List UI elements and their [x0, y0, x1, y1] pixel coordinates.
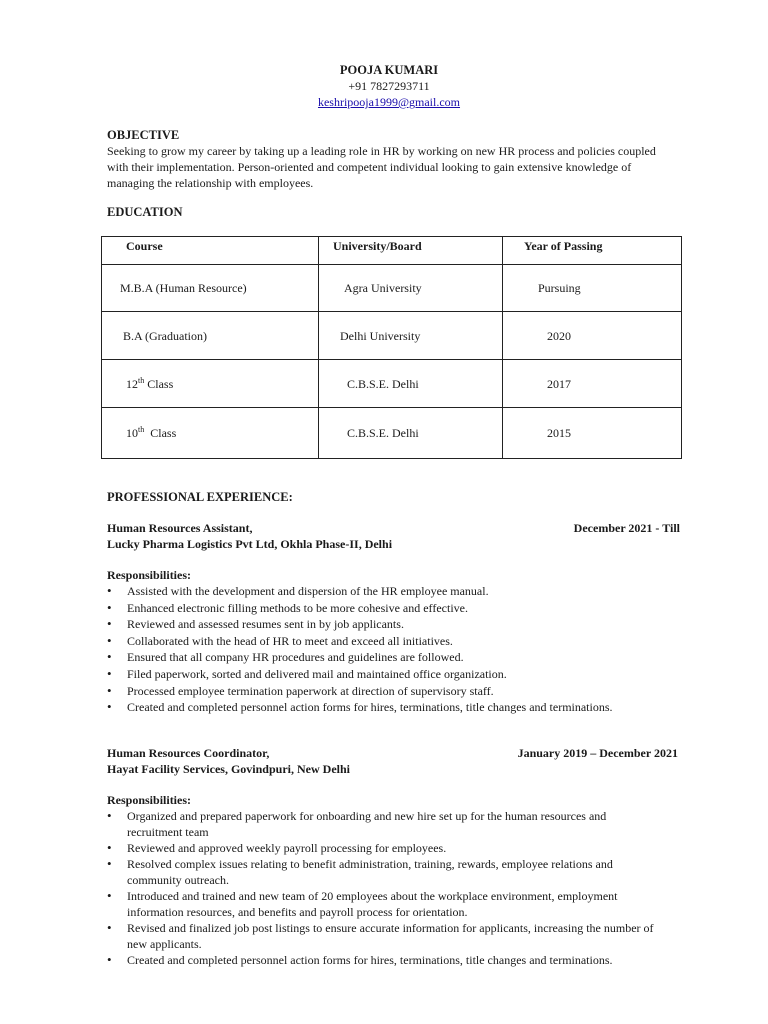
year-cell: Pursuing: [503, 265, 682, 312]
list-item: • Enhanced electronic filling methods to be more cohesive and effective.: [107, 600, 667, 617]
list-item: • Created and completed personnel action forms for hires, terminations, title changes and terminations.: [107, 952, 655, 968]
list-item: • Reviewed and approved weekly payroll processing for employees.: [107, 840, 655, 856]
column-header-year: Year of Passing: [503, 237, 682, 265]
column-header-board: University/Board: [319, 237, 503, 265]
course-cell: 12th Class: [102, 360, 319, 408]
board-cell: C.B.S.E. Delhi: [319, 408, 503, 459]
year-cell: 2017: [503, 360, 682, 408]
course-cell: M.B.A (Human Resource): [102, 265, 319, 312]
table-row: [102, 360, 682, 408]
board-cell: C.B.S.E. Delhi: [319, 360, 503, 408]
column-header-course: Course: [102, 237, 319, 265]
year-cell: 2020: [503, 312, 682, 360]
course-cell: 10th Class: [102, 408, 319, 459]
list-item: • Introduced and trained and new team of 20 employees about the workplace environment, employment information resources, and benefits and payroll process for orientation.: [107, 888, 655, 920]
list-item: • Processed employee termination paperwork at direction of supervisory staff.: [107, 683, 667, 700]
job-dates: December 2021 - Till: [573, 521, 680, 535]
email-link[interactable]: keshripooja1999@gmail.com: [317, 95, 461, 109]
objective-text: Seeking to grow my career by taking up a leading role in HR by working on new HR process and policies coupled with their implementation. Person-oriented and competent individual looking to gain extensive knowledge of managing the relationship with employees.: [107, 144, 656, 190]
year-cell: 2015: [503, 408, 682, 459]
experience-heading: PROFESSIONAL EXPERIENCE:: [107, 490, 293, 504]
list-item: • Ensured that all company HR procedures and guidelines are followed.: [107, 649, 667, 666]
job-dates: January 2019 – December 2021: [517, 746, 678, 760]
job-title-row: [107, 520, 680, 536]
board-cell: Agra University: [319, 265, 503, 312]
job-role: Human Resources Assistant,: [107, 521, 253, 535]
list-item: • Created and completed personnel action forms for hires, terminations, title changes and terminations.: [107, 699, 667, 716]
education-heading: EDUCATION: [107, 205, 183, 219]
list-item: • Organized and prepared paperwork for onboarding and new hire set up for the human resources and recruitment team: [107, 808, 655, 840]
course-cell: B.A (Graduation): [102, 312, 319, 360]
candidate-name: POOJA KUMARI: [339, 63, 439, 77]
table-header-row: [102, 237, 682, 265]
company-name: Hayat Facility Services, Govindpuri, New Delhi: [107, 762, 350, 776]
responsibilities-list: [107, 808, 655, 968]
board-cell: Delhi University: [319, 312, 503, 360]
list-item: • Resolved complex issues relating to benefit administration, training, rewards, employee relations and community outreach.: [107, 856, 655, 888]
table-row: [102, 408, 682, 459]
company-name: Lucky Pharma Logistics Pvt Ltd, Okhla Phase-II, Delhi: [107, 537, 393, 551]
responsibilities-list: [107, 583, 667, 716]
table-row: [102, 265, 682, 312]
job-title-row: [107, 745, 678, 761]
list-item: • Assisted with the development and dispersion of the HR employee manual.: [107, 583, 667, 600]
responsibilities-label: Responsibilities:: [107, 793, 192, 807]
responsibilities-label: Responsibilities:: [107, 568, 192, 582]
phone-number: +91 7827293711: [348, 79, 430, 93]
contact-header: [0, 62, 768, 110]
list-item: • Reviewed and assessed resumes sent in by job applicants.: [107, 616, 667, 633]
table-row: [102, 312, 682, 360]
list-item: • Revised and finalized job post listings to ensure accurate information for applicants, increasing the number of new applicants.: [107, 920, 655, 952]
list-item: • Collaborated with the head of HR to meet and exceed all initiatives.: [107, 633, 667, 650]
list-item: • Filed paperwork, sorted and delivered mail and maintained office organization.: [107, 666, 667, 683]
job-role: Human Resources Coordinator,: [107, 746, 270, 760]
objective-heading: OBJECTIVE: [107, 128, 180, 142]
education-table: [101, 236, 682, 459]
